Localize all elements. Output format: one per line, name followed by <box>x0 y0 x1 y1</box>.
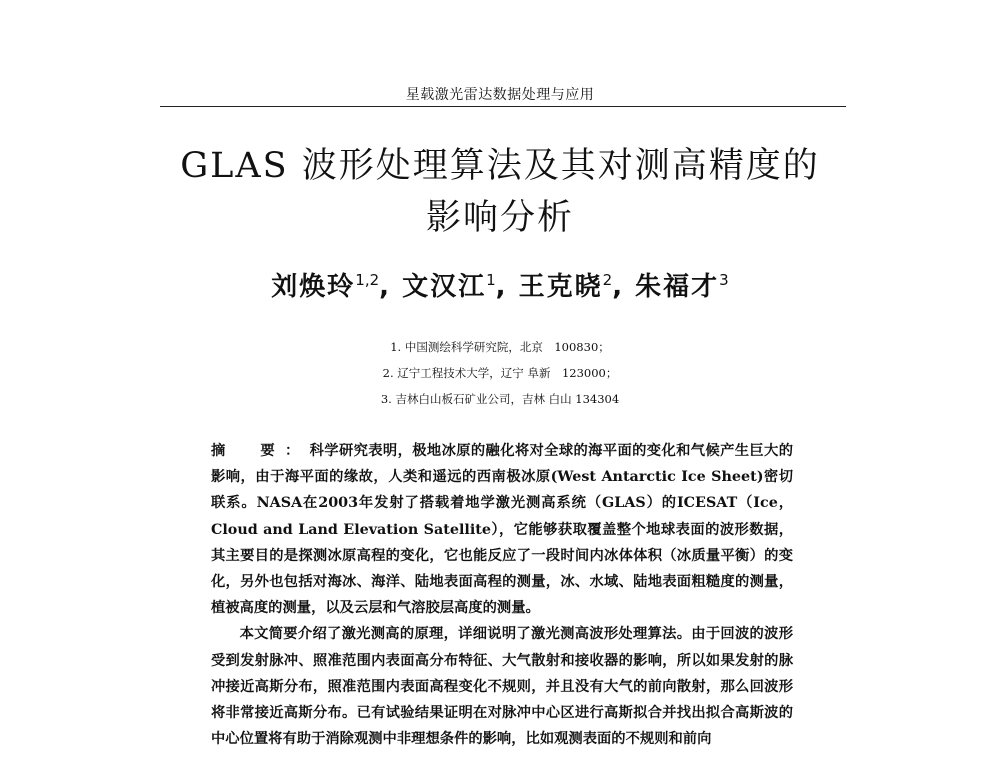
intro-paragraph: 本文简要介绍了激光测高的原理，详细说明了激光测高波形处理算法。由于回波的波形受到发射脉冲、照准范围内表面高分布特征、大气散射和接收器的影响，所以如果发射的脉冲接近高斯分布，照准范围内表面高程变化不规则，并且没有大气的前向散射，那么回波形将非常接近高斯分布。已有试验结果证明在对脉冲中心区进行高斯拟合并找出拟合高斯波的中心位置将有助于消除观测中非理想条件的影响，比如观测表面的不规则和前向 <box>211 626 793 748</box>
author-name: 朱福才 <box>635 272 720 302</box>
author-name: 王克晓 <box>518 272 603 302</box>
author-affil-mark: 2 <box>602 271 613 289</box>
title-line-1: GLAS 波形处理算法及其对测高精度的 <box>180 146 820 186</box>
author-name: 文汉江 <box>402 272 487 302</box>
affiliation-list <box>0 334 1000 412</box>
affiliation: 2. 辽宁工程技术大学，辽宁 阜新 123000； <box>382 366 618 380</box>
author-name: 刘焕玲 <box>271 272 356 302</box>
abstract-paragraph <box>211 438 793 621</box>
author-separator: , <box>379 272 392 302</box>
author-affil-mark: 1,2 <box>355 271 380 289</box>
author-separator: , <box>495 272 508 302</box>
body-text <box>211 438 793 752</box>
author-affil-mark: 1 <box>486 271 496 289</box>
title-line-2: 影响分析 <box>425 198 574 238</box>
author-separator: , <box>612 272 625 302</box>
affiliation: 3. 吉林白山板石矿业公司，吉林 白山 134304 <box>380 392 620 406</box>
abstract-text: 科学研究表明，极地冰原的融化将对全球的海平面的变化和气候产生巨大的影响，由于海平面的缘故，人类和遥远的西南极冰原(West Antarctic Ice Sheet)密切联系。NASA在2003年发射了搭载着地学激光测高系统（GLAS）的ICESAT（Ice，Cloud and Land Elevation Satellite），它能够获取覆盖整个地球表面的波形数据，其主要目的是探测冰原高程的变化，它也能反应了一段时间内冰体体积（冰质量平衡）的变化，另外也包括对海冰、海洋、陆地表面高程的测量，冰、水域、陆地表面粗糙度的测量，植被高度的测量，以及云层和气溶胶层高度的测量。 <box>211 443 794 617</box>
author-affil-mark: 3 <box>719 271 729 289</box>
header-rule <box>160 106 846 107</box>
running-head: 星载激光雷达数据处理与应用 <box>405 87 595 103</box>
paper-title <box>150 140 850 244</box>
affiliation: 1. 中国测绘科学研究院，北京 100830； <box>390 340 610 354</box>
author-list <box>150 266 850 303</box>
abstract-label: 摘 要： <box>211 443 310 459</box>
